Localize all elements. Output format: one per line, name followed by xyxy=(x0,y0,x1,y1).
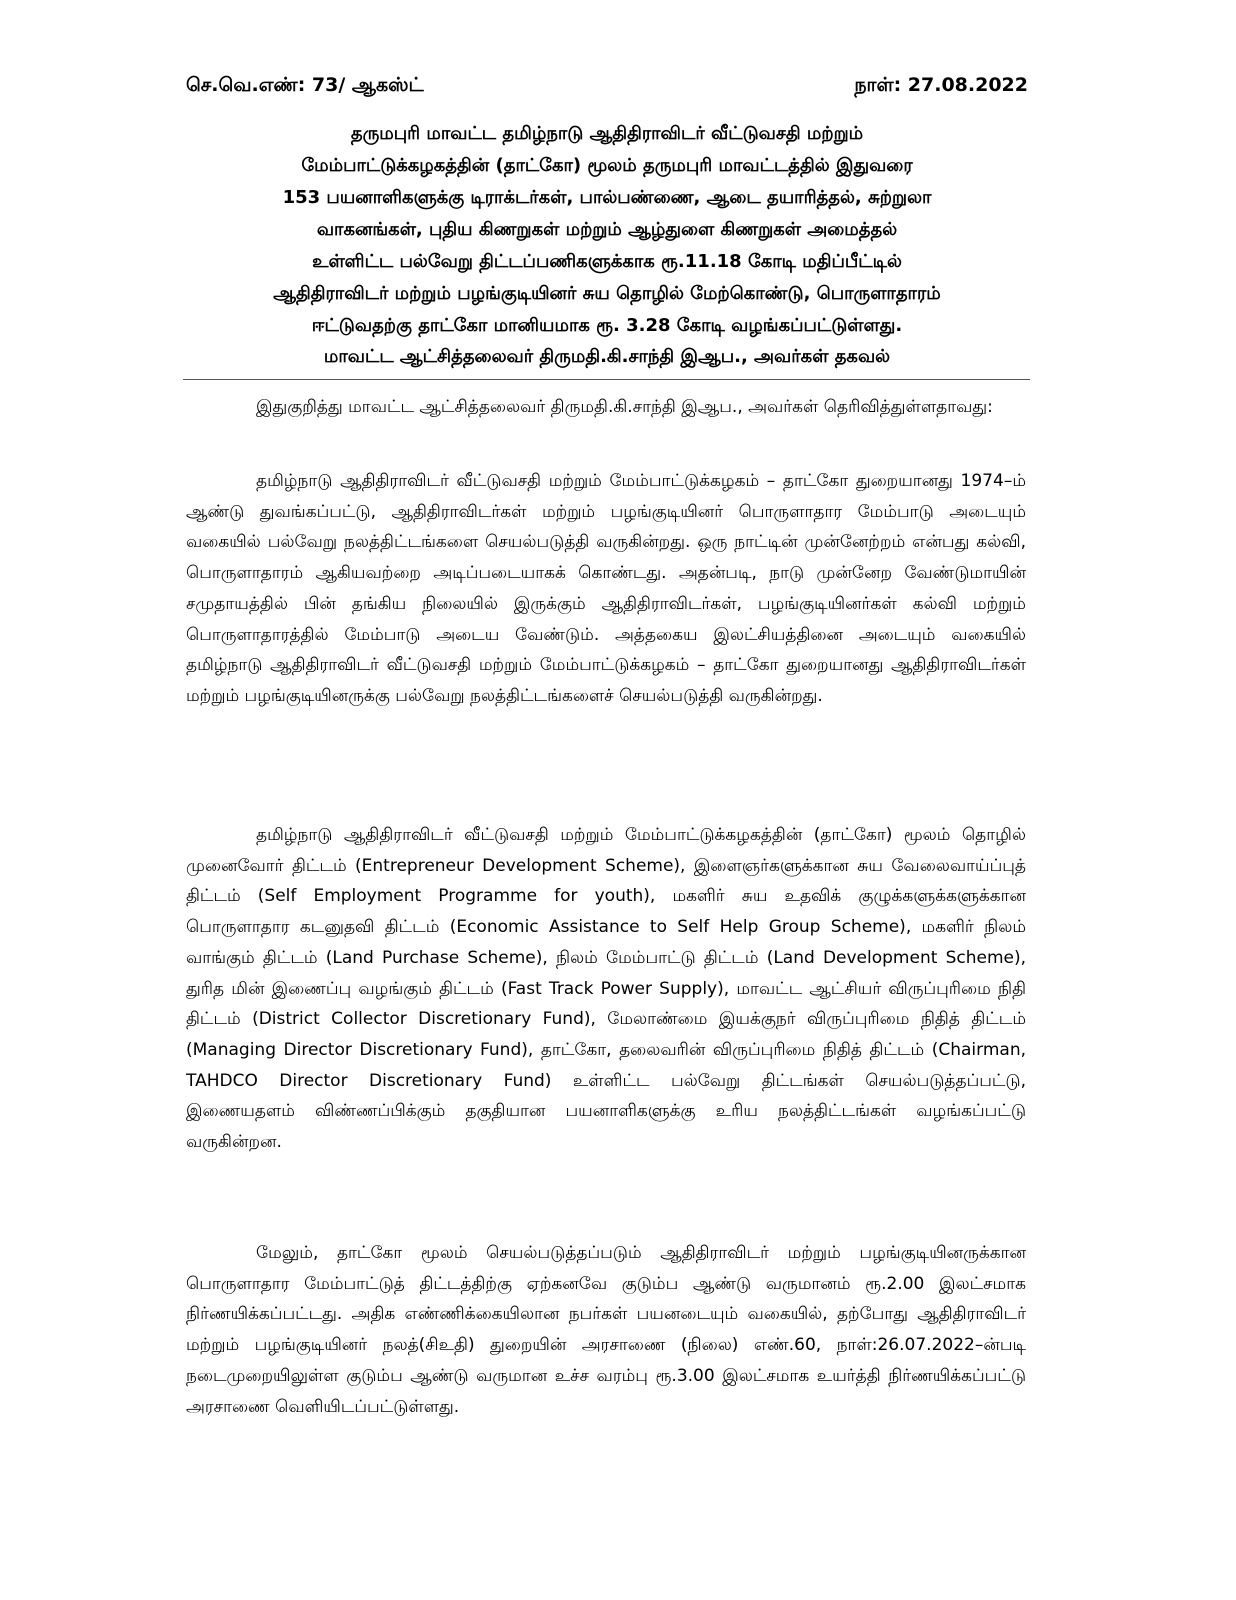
body-paragraph: மேலும், தாட்கோ மூலம் செயல்படுத்தப்படும் ஆதிதிராவிடர் மற்றும் பழங்குடியினருக்கான பொருளாதார மேம்பாட்டுத் திட்டத்திற்கு ஏற்கனவே குடும்ப ஆண்டு வருமானம் ரூ.2.00 இலட்சமாக நிர்ணயிக்கப்பட்டது. அதிக எண்ணிக்கையிலான நபர்கள் பயனடையும் வகையில், தற்போது ஆதிதிராவிடர் மற்றும் பழங்குடியினர் நலத்(சிஉதி) துறையின் அரசாணை (நிலை) எண்.60, நாள்:26.07.2022–ன்படி நடைமுறையிலுள்ள குடும்ப ஆண்டு வருமான உச்ச வரம்பு ரூ.3.00 இலட்சமாக உயர்த்தி நிர்ணயிக்கப்பட்டு அரசாணை வெளியிடப்பட்டுள்ளது. xyxy=(186,1243,1026,1417)
headline-line: வாகனங்கள், புதிய கிணறுகள் மற்றும் ஆழ்துளை கிணறுகள் அமைத்தல் xyxy=(316,219,898,240)
headline-line: தருமபுரி மாவட்ட தமிழ்நாடு ஆதிதிராவிடர் வீட்டுவசதி மற்றும் xyxy=(350,123,864,144)
document-header xyxy=(186,74,1028,100)
release-date: நாள்: 27.08.2022 xyxy=(854,74,1028,96)
headline-line: ஈட்டுவதற்கு தாட்கோ மானியமாக ரூ. 3.28 கோடி வழங்கப்பட்டுள்ளது. xyxy=(311,315,903,336)
reference-number: செ.வெ.எண்: 73/ ஆகஸ்ட் xyxy=(186,74,424,96)
body-paragraph: தமிழ்நாடு ஆதிதிராவிடர் வீட்டுவசதி மற்றும் மேம்பாட்டுக்கழகம் – தாட்கோ துறையானது 1974–ம் ஆண்டு துவங்கப்பட்டு, ஆதிதிராவிடர்கள் மற்றும் பழங்குடியினர் பொருளாதார மேம்பாடு அடையும் வகையில் பல்வேறு நலத்திட்டங்களை செயல்படுத்தி வருகின்றது. ஒரு நாட்டின் முன்னேற்றம் என்பது கல்வி, பொருளாதாரம் ஆகியவற்றை அடிப்படையாகக் கொண்டது. அதன்படி, நாடு முன்னேற வேண்டுமாயின் சமுதாயத்தில் பின் தங்கிய நிலையில் இருக்கும் ஆதிதிராவிடர்கள், பழங்குடியினர்கள் கல்வி மற்றும் பொருளாதாரத்தில் மேம்பாடு அடைய வேண்டும். அத்தகைய இலட்சியத்தினை அடையும் வகையில் தமிழ்நாடு ஆதிதிராவிடர் வீட்டுவசதி மற்றும் மேம்பாட்டுக்கழகம் – தாட்கோ துறையானது ஆதிதிராவிடர்கள் மற்றும் பழங்குடியினருக்கு பல்வேறு நலத்திட்டங்களைச் செயல்படுத்தி வருகின்றது. xyxy=(186,471,1026,706)
headline-line: 153 பயனாளிகளுக்கு டிராக்டர்கள், பால்பண்ணை, ஆடை தயாரித்தல், சுற்றுலா xyxy=(282,187,932,208)
headline-line: உள்ளிட்ட பல்வேறு திட்டப்பணிகளுக்காக ரூ.11.18 கோடி மதிப்பீட்டில் xyxy=(312,251,902,272)
headline-line: மேம்பாட்டுக்கழகத்தின் (தாட்கோ) மூலம் தருமபுரி மாவட்டத்தில் இதுவரை xyxy=(301,155,913,176)
headline-line: ஆதிதிராவிடர் மற்றும் பழங்குடியினர் சுய தொழில் மேற்கொண்டு, பொருளாதாரம் xyxy=(273,283,941,304)
body-paragraph: இதுகுறித்து மாவட்ட ஆட்சித்தலைவர் திருமதி.கி.சாந்தி இஆப., அவர்கள் தெரிவித்துள்ளதாவது: xyxy=(256,397,993,417)
headline xyxy=(186,118,1028,342)
collector-attribution: மாவட்ட ஆட்சித்தலைவர் திருமதி.கி.சாந்தி இஆப., அவர்கள் தகவல் xyxy=(323,346,891,367)
horizontal-divider xyxy=(183,379,1030,380)
body-paragraph: தமிழ்நாடு ஆதிதிராவிடர் வீட்டுவசதி மற்றும் மேம்பாட்டுக்கழகத்தின் (தாட்கோ) மூலம் தொழில் முனைவோர் திட்டம் (Entrepreneur Development Scheme), இளைஞர்களுக்கான சுய வேலைவாய்ப்புத் திட்டம் (Self Employment Programme for youth), மகளிர் சுய உதவிக் குழுக்களுக்களுக்கான பொருளாதார கடனுதவி திட்டம் (Economic Assistance to Self Help Group Scheme), மகளிர் நிலம் வாங்கும் திட்டம் (Land Purchase Scheme), நிலம் மேம்பாட்டு திட்டம் (Land Development Scheme), துரித மின் இணைப்பு வழங்கும் திட்டம் (Fast Track Power Supply), மாவட்ட ஆட்சியர் விருப்புரிமை நிதி திட்டம் (District Collector Discretionary Fund), மேலாண்மை இயக்குநர் விருப்புரிமை நிதித் திட்டம் (Managing Director Discretionary Fund), தாட்கோ, தலைவரின் விருப்புரிமை நிதித் திட்டம் (Chairman, TAHDCO Director Discretionary Fund) உள்ளிட்ட பல்வேறு திட்டங்கள் செயல்படுத்தப்பட்டு, இணையதளம் விண்ணப்பிக்கும் தகுதியான பயனாளிகளுக்கு உரிய நலத்திட்டங்கள் வழங்கப்பட்டு வருகின்றன. xyxy=(186,825,1026,1153)
